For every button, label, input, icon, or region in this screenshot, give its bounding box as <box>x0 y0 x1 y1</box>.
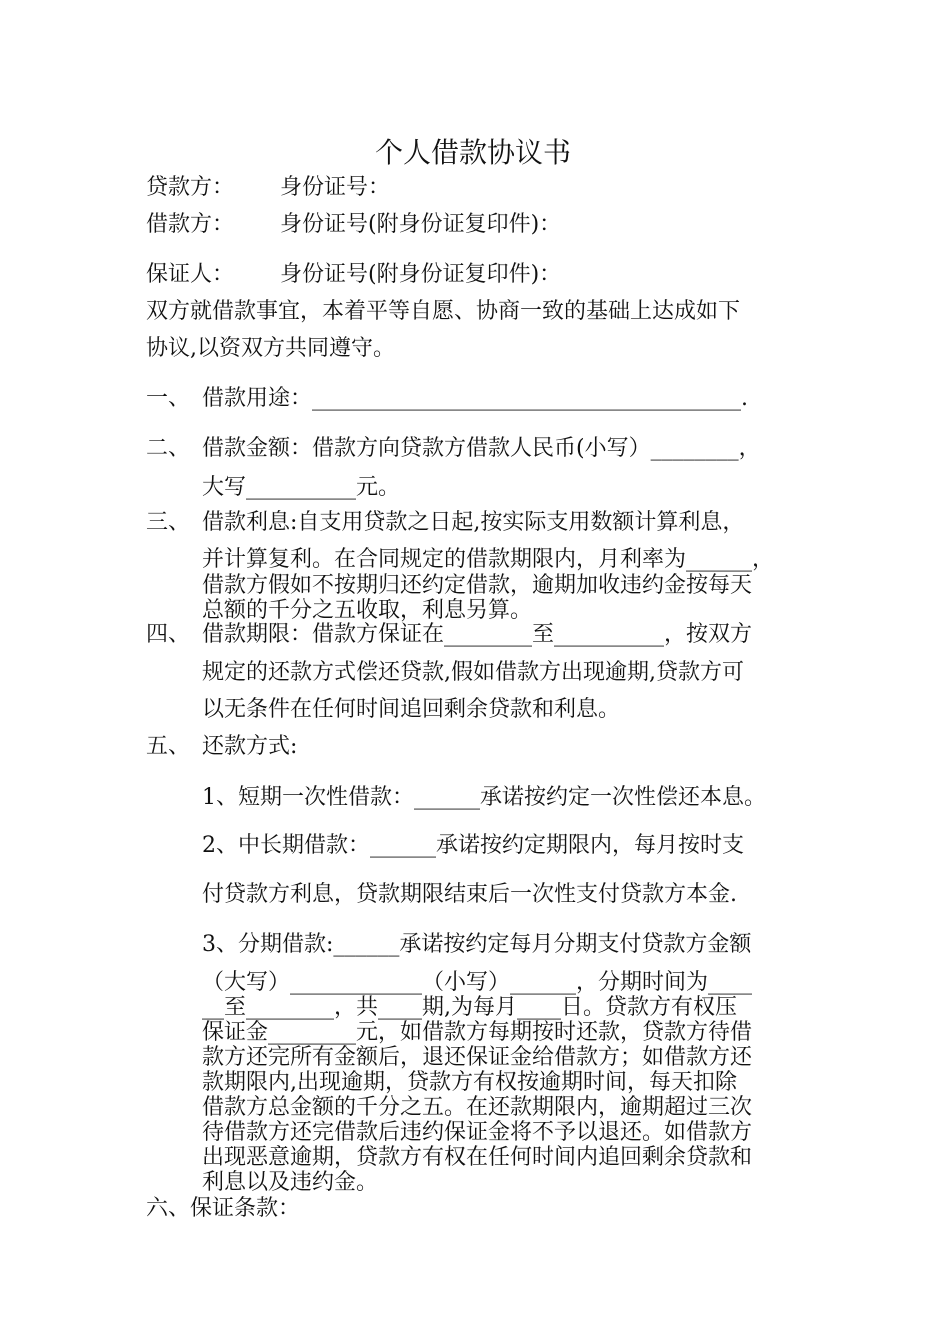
intro-line: 协议,以资双方共同遵守。 <box>146 336 395 361</box>
section-number: 四、 <box>146 622 191 647</box>
section-line: 借款方假如不按期归还约定借款，逾期加收违约金按每天 <box>202 573 753 598</box>
section-line: 借款金额：借款方向贷款方借款人民币(小写）________， <box>202 436 761 461</box>
section-line: 借款用途：_______________________________________. <box>202 386 748 411</box>
section-number: 一、 <box>146 386 191 411</box>
repayment-item: 利息以及违约金。 <box>202 1170 379 1195</box>
lender-id-label: 身份证号： <box>280 175 391 200</box>
section-heading: 六、保证条款： <box>146 1196 301 1221</box>
page-title: 个人借款协议书 <box>375 136 572 169</box>
repayment-item: （大写）____________（小写）______，分期时间为____ <box>202 970 753 995</box>
section-number: 三、 <box>146 510 191 535</box>
repayment-item: 出现恶意逾期，贷款方有权在任何时间内追回剩余贷款和 <box>202 1145 753 1170</box>
section-number: 五、 <box>146 734 191 759</box>
repayment-item: 1、短期一次性借款：______承诺按约定一次性偿还本息。 <box>202 785 766 810</box>
borrower-row <box>146 212 561 238</box>
lender-label: 贷款方： <box>146 175 235 200</box>
guarantor-row <box>146 262 561 288</box>
repayment-item: 待借款方还完借款后违约保证金将不予以退还。如借款方 <box>202 1120 753 1145</box>
section-line: 总额的千分之五收取，利息另算。 <box>202 598 533 623</box>
repayment-item: __至________，共____期,为每月____日。贷款方有权压 <box>202 995 737 1020</box>
section-line: 借款利息:自支用贷款之日起,按实际支用数额计算利息， <box>202 510 745 535</box>
section-line: 还款方式: <box>202 734 298 759</box>
borrower-label: 借款方： <box>146 212 235 237</box>
intro-line: 双方就借款事宜，本着平等自愿、协商一致的基础上达成如下 <box>146 299 741 324</box>
repayment-item: 款方还完所有金额后，退还保证金给借款方；如借款方还 <box>202 1045 753 1070</box>
section-line: 借款期限：借款方保证在________至__________，按双方 <box>202 622 753 647</box>
repayment-item: 付贷款方利息，贷款期限结束后一次性支付贷款方本金. <box>202 882 737 907</box>
repayment-item: 借款方总金额的千分之五。在还款期限内，逾期超过三次 <box>202 1095 753 1120</box>
repayment-item: 款期限内,出现逾期，贷款方有权按逾期时间，每天扣除 <box>202 1070 737 1095</box>
section-line: 并计算复利。在合同规定的借款期限内，月利率为______， <box>202 547 775 572</box>
lender-row <box>146 175 390 201</box>
guarantor-id-label: 身份证号(附身份证复印件)： <box>280 262 562 287</box>
borrower-id-label: 身份证号(附身份证复印件)： <box>280 212 562 237</box>
repayment-item: 3、分期借款:______承诺按约定每月分期支付贷款方金额 <box>202 932 752 957</box>
section-line: 规定的还款方式偿还贷款,假如借款方出现逾期,贷款方可 <box>202 660 744 685</box>
section-number: 二、 <box>146 436 191 461</box>
section-line: 大写__________元。 <box>202 475 401 500</box>
repayment-item: 保证金________元，如借款方每期按时还款，贷款方待借 <box>202 1020 753 1045</box>
repayment-item: 2、中长期借款：______承诺按约定期限内，每月按时支 <box>202 833 744 858</box>
guarantor-label: 保证人： <box>146 262 235 287</box>
section-line: 以无条件在任何时间追回剩余贷款和利息。 <box>202 697 621 722</box>
